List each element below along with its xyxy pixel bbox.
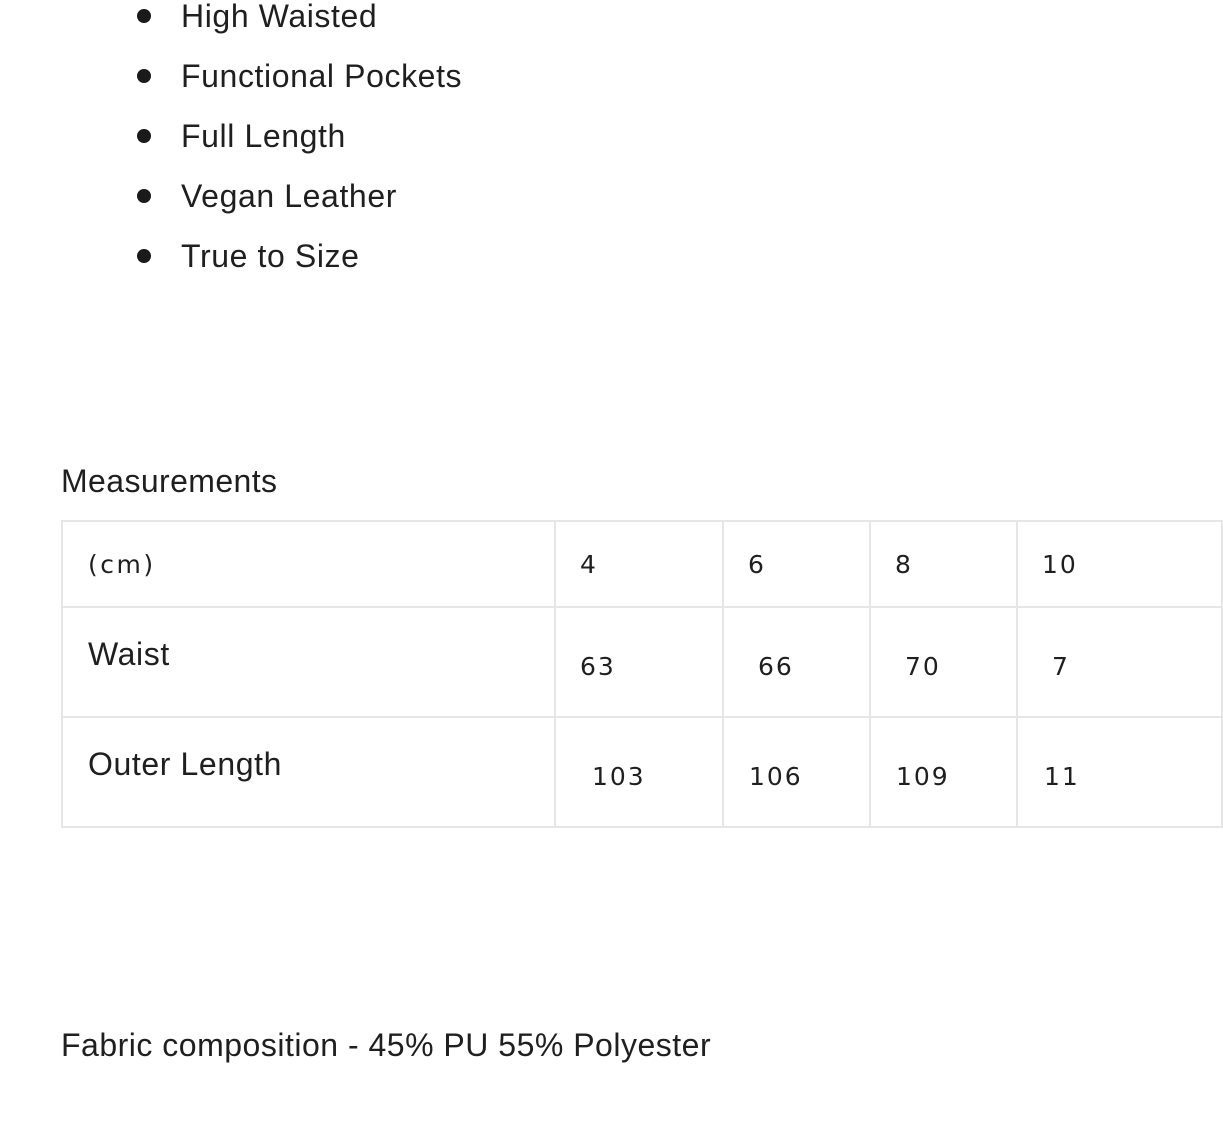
feature-text: Vegan Leather xyxy=(181,178,397,214)
bullet-icon xyxy=(137,249,151,263)
row-label: Outer Length xyxy=(62,717,555,827)
table-cell: 70 xyxy=(870,607,1017,717)
table-cell: 106 xyxy=(723,717,870,827)
table-row-waist xyxy=(62,607,1222,717)
table-cell: 103 xyxy=(555,717,723,827)
unit-label: (cm) xyxy=(62,521,555,607)
table-header-row xyxy=(62,521,1222,607)
size-table-scroll[interactable] xyxy=(61,520,1080,830)
bullet-icon xyxy=(137,189,151,203)
feature-item xyxy=(0,106,462,166)
fabric-composition: Fabric composition - 45% PU 55% Polyester xyxy=(61,1027,712,1063)
feature-item xyxy=(0,46,462,106)
feature-item xyxy=(0,226,462,286)
feature-text: High Waisted xyxy=(181,0,378,34)
size-header: 4 xyxy=(555,521,723,607)
size-table xyxy=(61,520,1223,828)
table-cell: 11 xyxy=(1017,717,1222,827)
table-cell: 7 xyxy=(1017,607,1222,717)
feature-list xyxy=(0,0,462,286)
bullet-icon xyxy=(137,69,151,83)
measurements-title: Measurements xyxy=(61,463,278,499)
feature-text: Full Length xyxy=(181,118,346,154)
feature-text: Functional Pockets xyxy=(181,58,463,94)
size-header: 6 xyxy=(723,521,870,607)
bullet-icon xyxy=(137,129,151,143)
size-header: 8 xyxy=(870,521,1017,607)
feature-item xyxy=(0,166,462,226)
bullet-icon xyxy=(137,9,151,23)
feature-item xyxy=(0,0,462,46)
table-cell: 66 xyxy=(723,607,870,717)
table-cell: 109 xyxy=(870,717,1017,827)
row-label: Waist xyxy=(62,607,555,717)
table-row-outer-length xyxy=(62,717,1222,827)
size-header: 10 xyxy=(1017,521,1222,607)
table-cell: 63 xyxy=(555,607,723,717)
feature-text: True to Size xyxy=(181,238,360,274)
